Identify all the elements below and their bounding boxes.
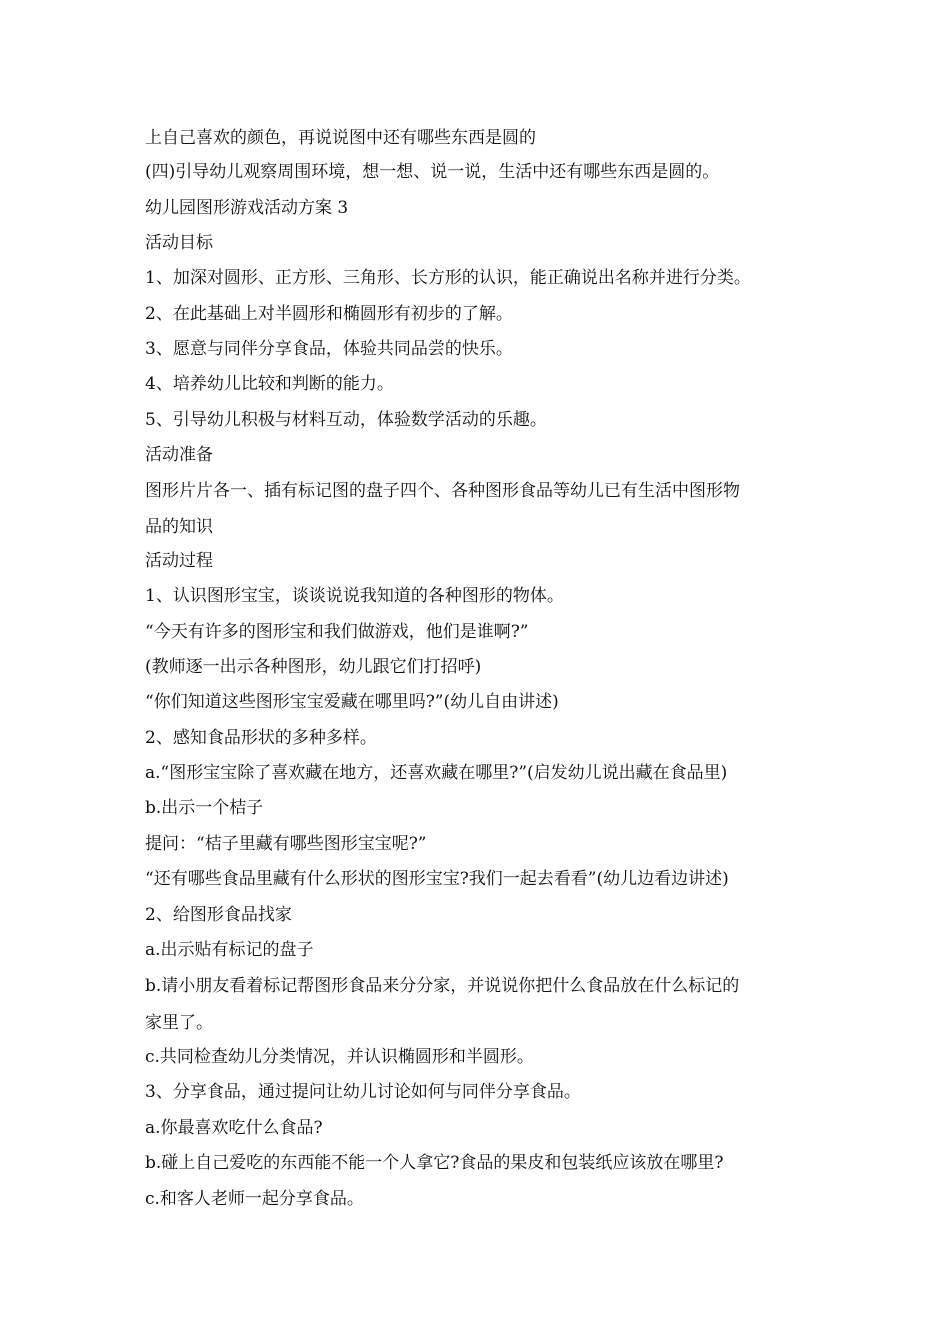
text-line: (四)引导幼儿观察周围环境，想一想、说一说，生活中还有哪些东西是圆的。 (145, 162, 720, 182)
text-line: 上自己喜欢的颜色，再说说图中还有哪些东西是圆的 (145, 128, 536, 148)
text-line: b.出示一个桔子 (145, 798, 264, 818)
text-line: “你们知道这些图形宝宝爱藏在哪里吗?”(幼儿自由讲述) (145, 692, 559, 712)
list-item: 3、分享食品，通过提问让幼儿讨论如何与同伴分享食品。 (145, 1082, 581, 1102)
section-heading: 活动目标 (145, 233, 213, 253)
text-line: c.和客人老师一起分享食品。 (145, 1189, 364, 1209)
text-line: (教师逐一出示各种图形，幼儿跟它们打招呼) (145, 657, 482, 677)
text-line: a.“图形宝宝除了喜欢藏在地方，还喜欢藏在哪里?”(启发幼儿说出藏在食品里) (145, 763, 728, 783)
text-line: a.出示贴有标记的盘子 (145, 940, 314, 960)
text-line: 品的知识 (145, 517, 213, 537)
list-item: 4、培养幼儿比较和判断的能力。 (145, 374, 394, 394)
section-heading: 活动准备 (145, 445, 213, 465)
text-line: 图形片片各一、插有标记图的盘子四个、各种图形食品等幼儿已有生活中图形物 (145, 481, 740, 501)
text-line: 家里了。 (145, 1013, 213, 1033)
list-item: 2、感知食品形状的多种多样。 (145, 728, 377, 748)
text-line: c.共同检查幼儿分类情况，并认识椭圆形和半圆形。 (145, 1047, 534, 1067)
text-line: 提问：“桔子里藏有哪些图形宝宝呢?” (145, 834, 427, 854)
text-line: b.请小朋友看着标记帮图形食品来分分家，并说说你把什么食品放在什么标记的 (145, 976, 740, 996)
text-line: “还有哪些食品里藏有什么形状的图形宝宝?我们一起去看看”(幼儿边看边讲述) (145, 869, 729, 889)
text-line: b.碰上自己爱吃的东西能不能一个人拿它?食品的果皮和包装纸应该放在哪里? (145, 1153, 724, 1173)
list-item: 5、引导幼儿积极与材料互动，体验数学活动的乐趣。 (145, 410, 547, 430)
list-item: 1、加深对圆形、正方形、三角形、长方形的认识，能正确说出名称并进行分类。 (145, 268, 751, 288)
section-title: 幼儿园图形游戏活动方案 3 (145, 198, 349, 218)
list-item: 2、在此基础上对半圆形和椭圆形有初步的了解。 (145, 304, 513, 324)
list-item: 2、给图形食品找家 (145, 905, 292, 925)
section-heading: 活动过程 (145, 551, 213, 571)
text-line: “今天有许多的图形宝和我们做游戏，他们是谁啊?” (145, 622, 529, 642)
list-item: 3、愿意与同伴分享食品，体验共同品尝的快乐。 (145, 339, 513, 359)
list-item: 1、认识图形宝宝，谈谈说说我知道的各种图形的物体。 (145, 586, 564, 606)
text-line: a.你最喜欢吃什么食品? (145, 1118, 323, 1138)
